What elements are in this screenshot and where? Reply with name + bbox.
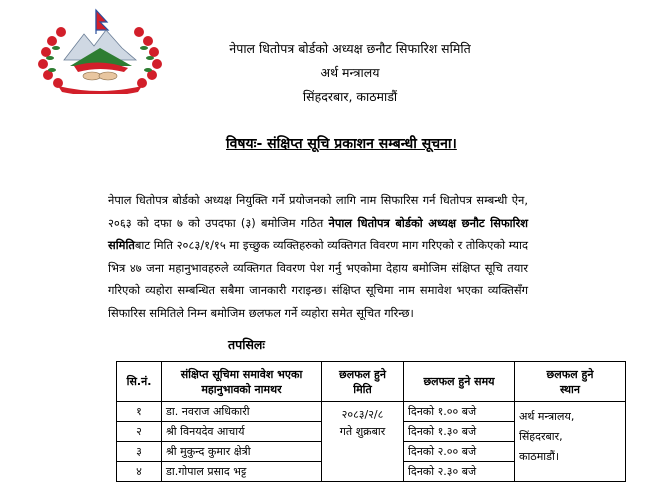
- row-name: श्री मुकुन्द कुमार क्षेत्री: [162, 442, 322, 462]
- committee-name: नेपाल धितोपत्र बोर्डको अध्यक्ष छनौट सिफारिश समिति: [229, 41, 471, 56]
- row-time: दिनको २.३० बजे: [404, 462, 515, 482]
- row-sn: ४: [117, 462, 162, 482]
- row-name: डा.गोपाल प्रसाद भट्ट: [162, 462, 322, 482]
- row-name: डा. नवराज अधिकारी: [162, 402, 322, 422]
- discussion-date: [322, 402, 404, 482]
- place-line3: काठमाडौं।: [519, 450, 560, 463]
- header-sn: सि.नं.: [117, 362, 162, 402]
- government-emblem-icon: [34, 8, 166, 94]
- row-time: दिनको १.३० बजे: [404, 422, 515, 442]
- ministry-name: अर्थ मन्त्रालय: [320, 65, 380, 80]
- header-date-line1: छलफल हुने: [339, 367, 386, 381]
- notice-subject: विषयः- संक्षिप्त सूचि प्रकाशन सम्बन्धी सूचना।: [226, 136, 457, 152]
- header-place-line2: स्थान: [559, 382, 581, 396]
- place-line2: सिंहदरबार,: [519, 430, 563, 443]
- row-sn: १: [117, 402, 162, 422]
- body-text-part2: बाट मिति २०८३/१/१५ मा इच्छुक व्यक्तिहरुको व्यक्तिगत विवरण माग गरिएको र तोकिएको म्याद भित्र ४७ जना महानुभावहरुले व्यक्तिगत विवरण पेश गर्नु भएकोमा देहाय बमोजिम संक्षिप्त सूचि तयार गरिएको व्यहोरा सम्बन्धित सबैमा जानकारी गराइन्छ। संक्षिप्त सूचिमा नाम समावेश भएका व्यक्तिसँग सिफारिस समितिले निम्न बमोजिम छलफल गर्ने व्यहोरा समेत सूचित गरिन्छ।: [108, 238, 528, 320]
- header-time: छलफल हुने समय: [404, 362, 515, 402]
- header-date: [322, 362, 404, 402]
- header-place-line1: छलफल हुने: [546, 367, 594, 381]
- office-address: सिंहदरबार, काठमाडौं: [302, 89, 398, 104]
- header-date-line2: मिति: [353, 382, 372, 396]
- row-time: दिनको १.०० बजे: [404, 402, 515, 422]
- body-text-committee: नेपाल धितोपत्र बोर्डको अध्यक्ष छनौट सिफारिश समिति: [108, 215, 528, 252]
- row-name: श्री विनयदेव आचार्य: [162, 422, 322, 442]
- row-time: दिनको २.०० बजे: [404, 442, 515, 462]
- header-name-line1: संक्षिप्त सूचिमा समावेश भएका: [180, 367, 303, 381]
- row-sn: २: [117, 422, 162, 442]
- table-header-row: [117, 362, 626, 402]
- notice-body: [108, 189, 528, 324]
- header-place: [515, 362, 626, 402]
- place-line1: अर्थ मन्त्रालय,: [519, 410, 575, 423]
- date-line1: २०८३/२/८: [341, 408, 384, 421]
- header-name: [162, 362, 322, 402]
- details-label: तपसिलः: [228, 337, 265, 352]
- date-line2: गते शुक्रबार: [339, 425, 386, 438]
- body-text-part1: नेपाल धितोपत्र बोर्डको अध्यक्ष नियुक्ति गर्ने प्रयोजनको लागि नाम सिफारिस गर्न धितोपत्र सम्बन्धी ऐन, २०६३ को दफा ७ को उपदफा (३) बमोजिम गठित: [108, 193, 528, 230]
- shortlist-table: [116, 361, 626, 482]
- header-name-line2: महानुभावको नामथर: [201, 382, 282, 396]
- table-row: [117, 402, 626, 422]
- discussion-place: [515, 402, 626, 482]
- row-sn: ३: [117, 442, 162, 462]
